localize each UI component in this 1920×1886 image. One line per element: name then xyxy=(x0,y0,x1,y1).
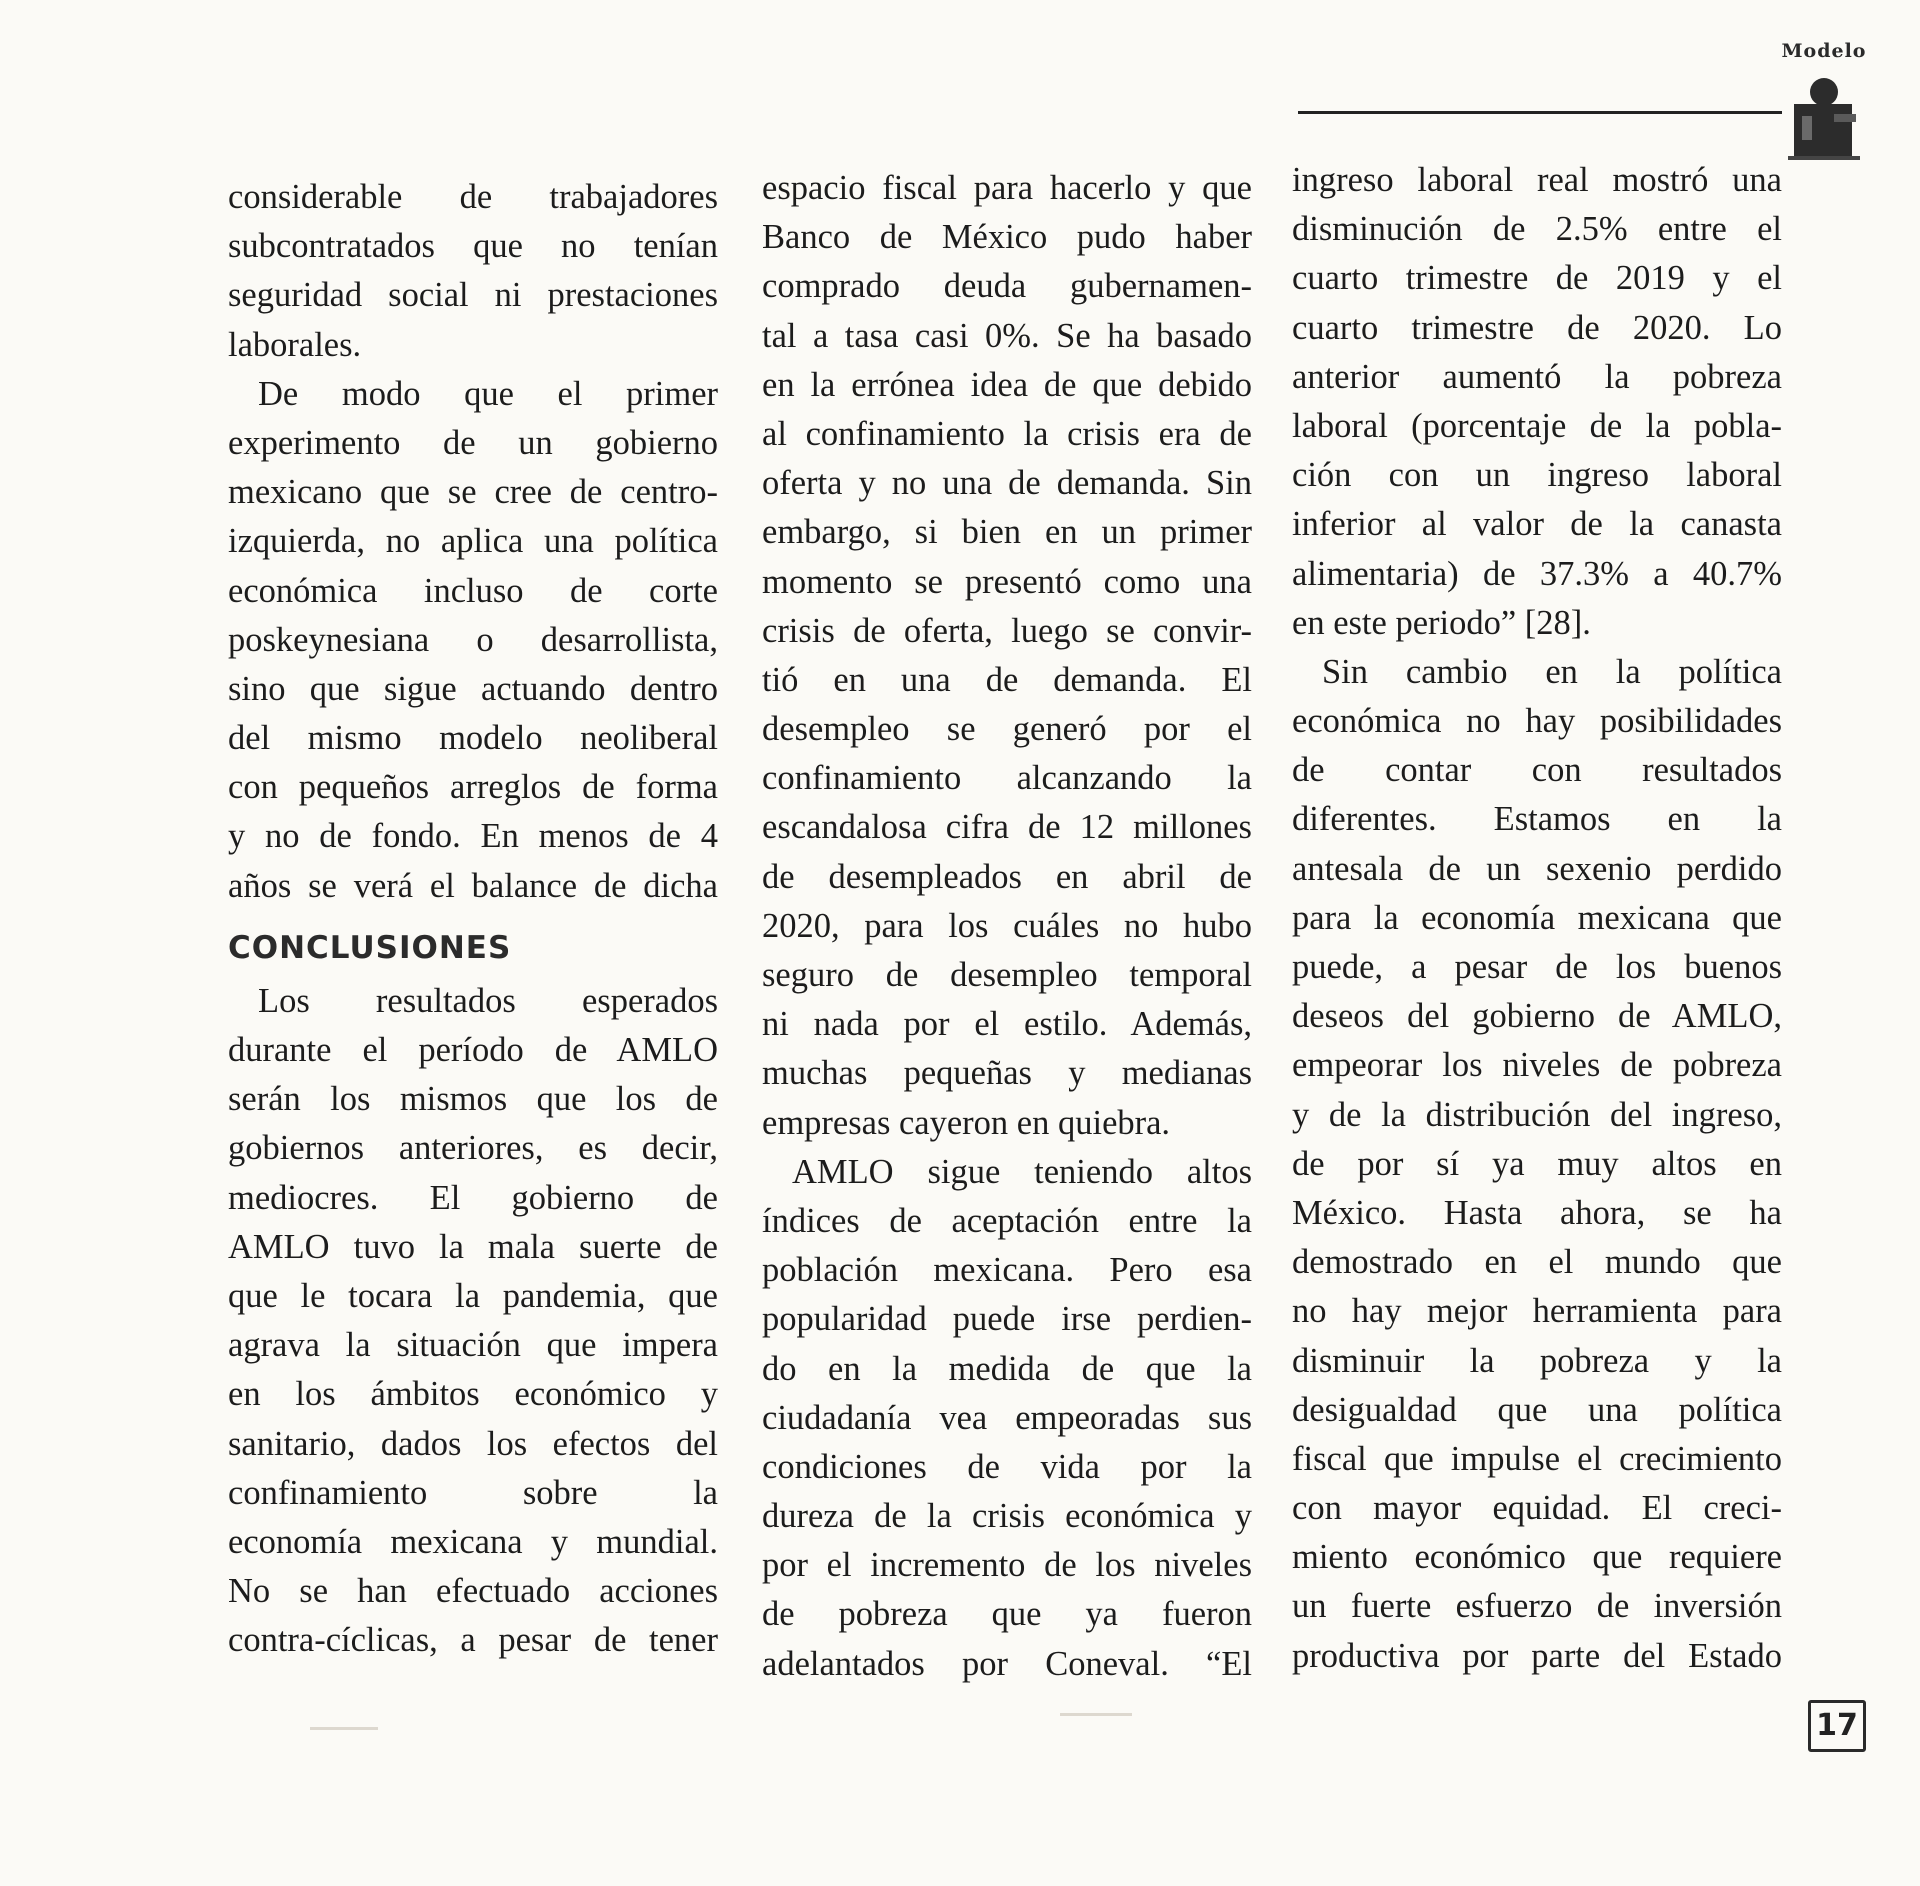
text-line: AMLO tuvo la mala suerte de xyxy=(228,1227,718,1266)
text-line: y no de fondo. En menos de 4 xyxy=(228,817,718,856)
text-column-3 xyxy=(1292,156,1782,1681)
text-line: de por sí ya muy altos en xyxy=(1292,1144,1782,1183)
text-line: tal a tasa casi 0%. Se ha basado xyxy=(762,316,1252,355)
text-line: para la economía mexicana que xyxy=(1292,898,1782,937)
logo-figure-icon xyxy=(1784,70,1864,168)
text-line: durante el período de AMLO xyxy=(228,1031,718,1069)
text-line: empeorar los niveles de pobreza xyxy=(1292,1046,1782,1085)
page-number: 17 xyxy=(1808,1700,1866,1752)
text-line: considerable de trabajadores xyxy=(228,178,718,216)
text-line: adelantados por Coneval. “El xyxy=(762,1644,1252,1683)
text-line: seguro de desempleo temporal xyxy=(762,956,1252,994)
text-line: serán los mismos que los de xyxy=(228,1080,718,1119)
header-rule xyxy=(1298,111,1782,114)
text-line: sino que sigue actuando dentro xyxy=(228,669,718,708)
text-line: seguridad social ni prestaciones xyxy=(228,276,718,315)
text-line: ingreso laboral real mostró una xyxy=(1292,161,1782,199)
text-line: dureza de la crisis económica y xyxy=(762,1497,1252,1536)
text-line: disminución de 2.5% entre el xyxy=(1292,210,1782,249)
text-line: agrava la situación que impera xyxy=(228,1326,718,1365)
text-line: por el incremento de los niveles xyxy=(762,1546,1252,1585)
text-line: AMLO sigue teniendo altos xyxy=(792,1152,1252,1191)
text-line: alimentaria) de 37.3% a 40.7% xyxy=(1292,554,1782,593)
text-line: De modo que el primer xyxy=(258,374,718,413)
text-line: deseos del gobierno de AMLO, xyxy=(1292,997,1782,1036)
text-line: demostrado en el mundo que xyxy=(1292,1243,1782,1282)
text-line: ciudadanía vea empeoradas sus xyxy=(762,1398,1252,1437)
text-line: confinamiento sobre la xyxy=(228,1473,718,1512)
text-line: en la errónea idea de que debido xyxy=(762,365,1252,404)
text-line: experimento de un gobierno xyxy=(228,423,718,462)
text-line: desempleo se generó por el xyxy=(762,710,1252,749)
text-line: contra-cíclicas, a pesar de tener xyxy=(228,1621,718,1660)
text-line: do en la medida de que la xyxy=(762,1349,1252,1388)
text-line: Sin cambio en la política xyxy=(1322,652,1782,691)
text-line: población mexicana. Pero esa xyxy=(762,1251,1252,1290)
text-line: y de la distribución del ingreso, xyxy=(1292,1095,1782,1134)
text-line: en este periodo” [28]. xyxy=(1292,603,1591,642)
text-line: laborales. xyxy=(228,325,362,364)
text-line: desigualdad que una política xyxy=(1292,1390,1782,1429)
text-line: económica no hay posibilidades xyxy=(1292,702,1782,741)
text-line: miento económico que requiere xyxy=(1292,1538,1782,1577)
text-line: con pequeños arreglos de forma xyxy=(228,768,718,807)
text-line: ni nada por el estilo. Además, xyxy=(762,1005,1252,1044)
text-line: de pobreza que ya fueron xyxy=(762,1595,1252,1634)
text-line: 2020, para los cuáles no hubo xyxy=(762,906,1252,945)
text-line: sanitario, dados los efectos del xyxy=(228,1424,718,1463)
text-line: crisis de oferta, luego se convir- xyxy=(762,611,1252,650)
text-line: un fuerte esfuerzo de inversión xyxy=(1292,1587,1782,1626)
text-line: puede, a pesar de los buenos xyxy=(1292,948,1782,986)
text-column-2 xyxy=(762,164,1252,1689)
text-line: antesala de un sexenio perdido xyxy=(1292,849,1782,888)
text-line: cuarto trimestre de 2019 y el xyxy=(1292,259,1782,298)
text-line: economía mexicana y mundial. xyxy=(228,1522,718,1561)
text-line: mexicano que se cree de centro- xyxy=(228,473,718,512)
text-line: muchas pequeñas y medianas xyxy=(762,1054,1252,1093)
text-line: en los ámbitos económico y xyxy=(228,1375,718,1414)
text-line: México. Hasta ahora, se ha xyxy=(1292,1193,1782,1232)
scan-smudge xyxy=(1060,1713,1132,1716)
text-line: empresas cayeron en quiebra. xyxy=(762,1103,1171,1142)
text-line: que le tocara la pandemia, que xyxy=(228,1276,718,1315)
text-line: popularidad puede irse perdien- xyxy=(762,1300,1252,1339)
text-line: comprado deuda gubernamen- xyxy=(762,267,1252,306)
text-line: ción con un ingreso laboral xyxy=(1292,456,1782,495)
text-line: oferta y no una de demanda. Sin xyxy=(762,464,1252,503)
text-line: mediocres. El gobierno de xyxy=(228,1178,718,1217)
text-line: tió en una de demanda. El xyxy=(762,660,1252,699)
text-line: espacio fiscal para hacerlo y que xyxy=(762,169,1252,207)
text-line: escandalosa cifra de 12 millones xyxy=(762,808,1252,847)
text-line: subcontratados que no tenían xyxy=(228,227,718,266)
text-line: confinamiento alcanzando la xyxy=(762,759,1252,798)
text-line: No se han efectuado acciones xyxy=(228,1572,718,1611)
text-line: poskeynesiana o desarrollista, xyxy=(228,620,718,659)
text-line: izquierda, no aplica una política xyxy=(228,522,718,561)
text-line: cuarto trimestre de 2020. Lo xyxy=(1292,308,1782,347)
magazine-logo xyxy=(1778,40,1870,170)
text-line: embargo, si bien en un primer xyxy=(762,513,1252,552)
text-line: diferentes. Estamos en la xyxy=(1292,800,1782,839)
text-line: inferior al valor de la canasta xyxy=(1292,505,1782,544)
section-heading: CONCLUSIONES xyxy=(228,929,512,966)
text-line: gobiernos anteriores, es decir, xyxy=(228,1129,718,1168)
text-column-1 xyxy=(228,173,718,1665)
text-line: condiciones de vida por la xyxy=(762,1447,1252,1486)
text-line: Banco de México pudo haber xyxy=(762,218,1252,257)
text-line: del mismo modelo neoliberal xyxy=(228,719,718,758)
text-line: años se verá el balance de dicha xyxy=(228,866,718,905)
text-line: no hay mejor herramienta para xyxy=(1292,1292,1782,1331)
text-line: de desempleados en abril de xyxy=(762,857,1252,896)
text-line: productiva por parte del Estado xyxy=(1292,1636,1782,1675)
text-line: disminuir la pobreza y la xyxy=(1292,1341,1782,1380)
text-line: con mayor equidad. El creci- xyxy=(1292,1489,1782,1528)
scan-smudge xyxy=(310,1727,378,1730)
text-line: de contar con resultados xyxy=(1292,751,1782,790)
text-line: anterior aumentó la pobreza xyxy=(1292,357,1782,396)
text-line: fiscal que impulse el crecimiento xyxy=(1292,1439,1782,1478)
text-line: momento se presentó como una xyxy=(762,562,1252,601)
text-line: Los resultados esperados xyxy=(258,981,718,1020)
logo-text: Modelo xyxy=(1781,40,1867,62)
text-line: al confinamiento la crisis era de xyxy=(762,414,1252,453)
text-line: laboral (porcentaje de la pobla- xyxy=(1292,406,1782,445)
text-line: índices de aceptación entre la xyxy=(762,1201,1252,1240)
text-line: económica incluso de corte xyxy=(228,571,718,610)
